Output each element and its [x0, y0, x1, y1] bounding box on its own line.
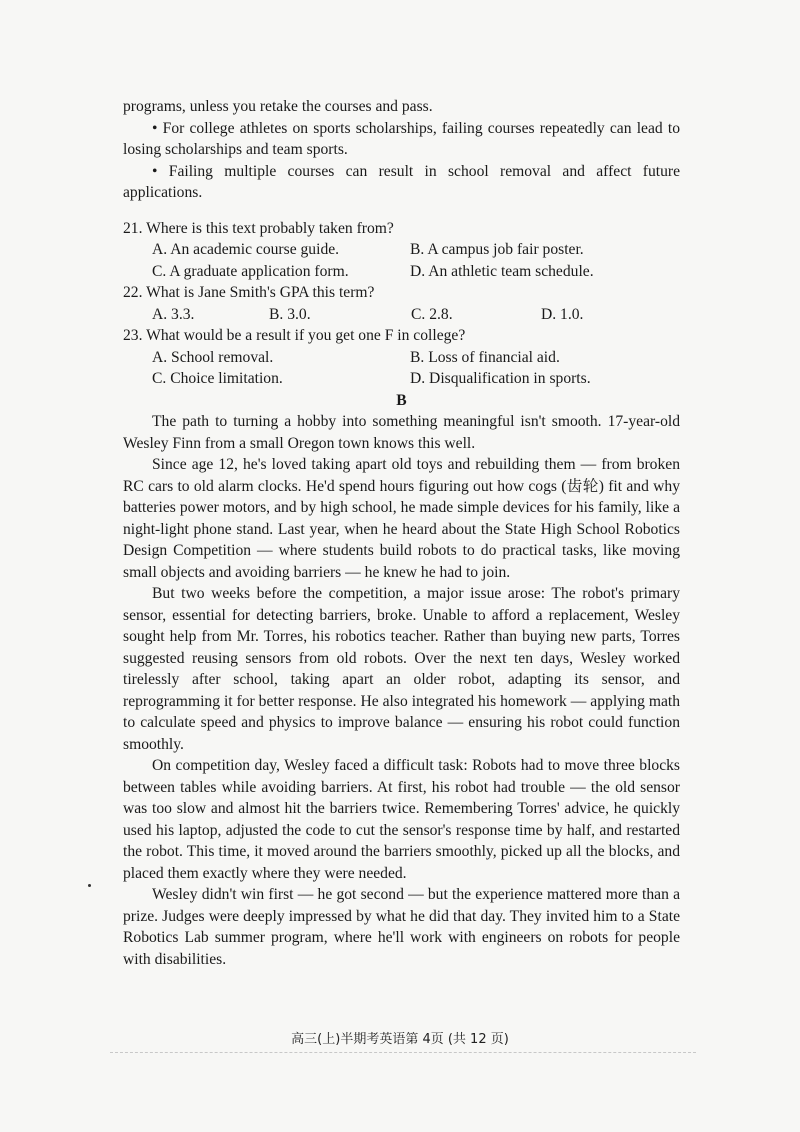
option-b: B. 3.0.: [269, 305, 311, 323]
passage-paragraph-2: Since age 12, he's loved taking apart old toys and rebuilding them — from broken RC cars to old alarm clocks. He'd spend hours figuring out how cogs (齿轮) fit and why batteries power motors, and by high school, he made simple devices for his family, like a night-light phone stand. Last year, when he heard about the State High School Robotics Design Competition — where students build robots to do practical tasks, like moving small objects and avoiding barriers — he knew he had to join.: [123, 456, 680, 581]
question-stem: 23. What would be a result if you get one F in college?: [123, 327, 466, 344]
intro-bullet-1: • For college athletes on sports scholarships, failing courses repeatedly can lead to losing scholarships and team sports.: [123, 119, 680, 158]
option-d: D. Disqualification in sports.: [410, 370, 591, 387]
option-c: C. 2.8.: [411, 305, 453, 323]
spacer: [123, 204, 680, 218]
question-stem: 22. What is Jane Smith's GPA this term?: [123, 284, 375, 301]
passage-paragraph-4: On competition day, Wesley faced a difficult task: Robots had to move three blocks between tables while avoiding barriers. At first, his robot had trouble — the old sensor was too slow and almost hit the barriers twice. Remembering Torres' advice, he quickly used his laptop, adjusted the code to cut the sensor's response time by half, and restarted the robot. This time, it moved around the barriers smoothly, picked up all the blocks, and placed them exactly where they were needed.: [123, 757, 680, 882]
intro-bullet-2: • Failing multiple courses can result in school removal and affect future applications.: [123, 162, 680, 201]
passage-paragraph-1: The path to turning a hobby into something meaningful isn't smooth. 17-year-old Wesley Finn from a small Oregon town knows this well.: [123, 413, 680, 452]
section-heading: B: [396, 391, 407, 409]
option-a: A. School removal.: [152, 348, 274, 366]
page-footer: 高三(上)半期考英语第 4页 (共 12 页): [291, 1032, 509, 1047]
option-a: A. 3.3.: [152, 305, 195, 323]
question-options: [123, 304, 680, 326]
option-b: B. Loss of financial aid.: [410, 348, 560, 366]
footer-divider: [110, 1052, 696, 1053]
question-22: [123, 282, 680, 325]
option-a: A. An academic course guide.: [152, 241, 340, 258]
intro-line: programs, unless you retake the courses and pass.: [123, 98, 433, 115]
question-options: [123, 347, 680, 390]
question-options: [123, 239, 680, 282]
page-content: [123, 96, 680, 970]
option-d: D. 1.0.: [541, 305, 584, 323]
option-c: C. A graduate application form.: [152, 262, 349, 280]
option-b: B. A campus job fair poster.: [410, 241, 584, 258]
question-21: [123, 218, 680, 283]
passage-paragraph-5: Wesley didn't win first — he got second — but the experience mattered more than a prize. Judges were deeply impressed by what he did that day. They invited him to a State Robotics Lab summer program, where he'll work with engineers on robots for people with disabilities.: [123, 886, 680, 968]
question-23: [123, 325, 680, 390]
option-d: D. An athletic team schedule.: [410, 262, 594, 280]
margin-speck: [88, 884, 91, 887]
question-stem: 21. Where is this text probably taken from?: [123, 219, 394, 237]
passage-paragraph-3: But two weeks before the competition, a major issue arose: The robot's primary sensor, essential for detecting barriers, broke. Unable to afford a replacement, Wesley sought help from Mr. Torres, his robotics teacher. Rather than buying new parts, Torres suggested reusing sensors from old robots. Over the next ten days, Wesley worked tirelessly after school, taking apart an older robot, adapting its sensor, and reprogramming it for better response. He also integrated his homework — applying math to calculate speed and physics to improve balance — ensuring his robot could function smoothly.: [123, 585, 680, 753]
option-c: C. Choice limitation.: [152, 370, 283, 387]
